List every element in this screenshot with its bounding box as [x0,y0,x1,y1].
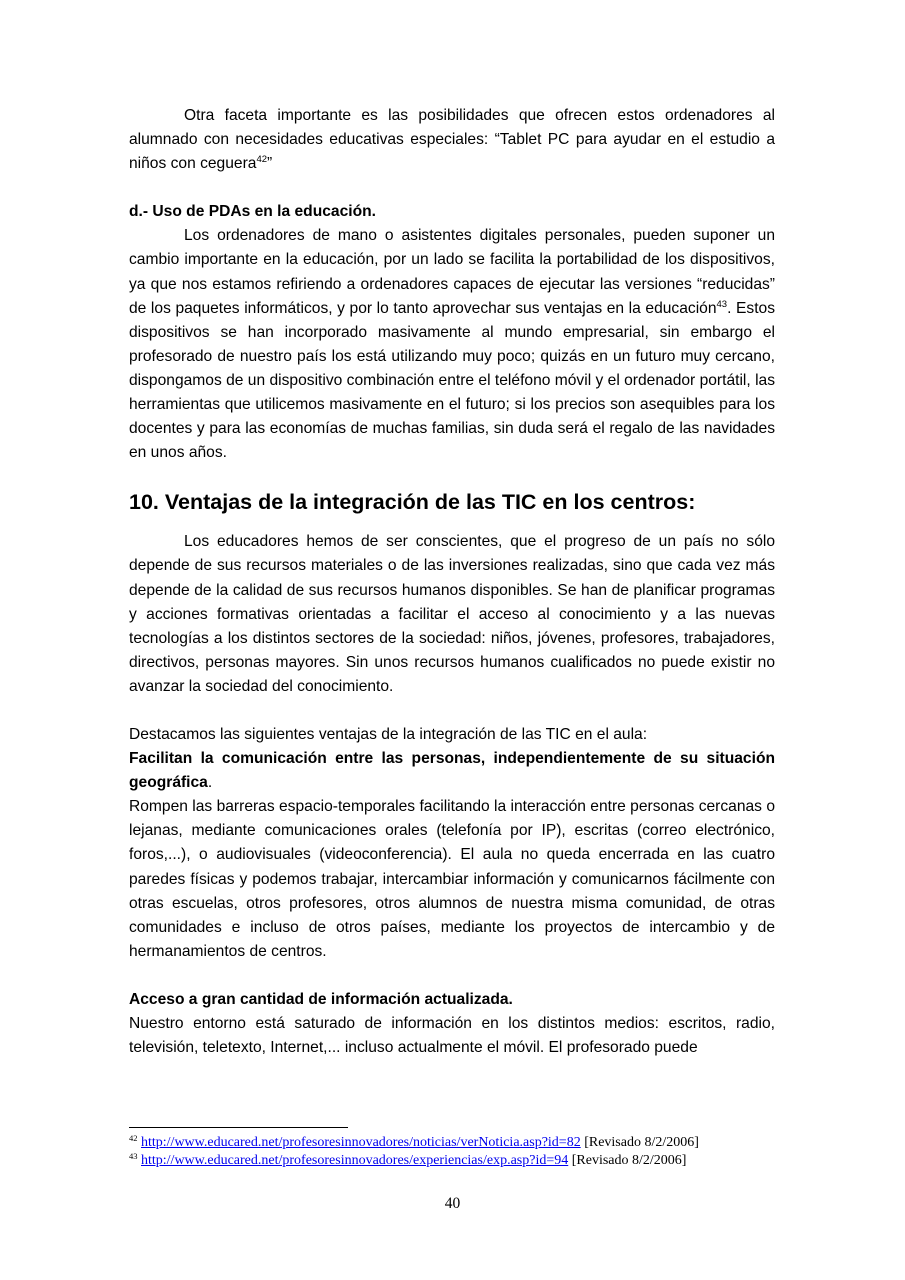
paragraph-text: Otra faceta importante es las posibilidades que ofrecen estos ordenadores al alumnado con necesidades educativas especiales: “Tablet PC para ayudar en el estudio a niños con ceguera [129,107,775,173]
document-body [129,104,775,1060]
paragraph-text: . Estos dispositivos se han incorporado masivamente al mundo empresarial, sin embargo el profesorado de nuestro país los está utilizando muy poco; quizás en un futuro muy cercano, dispongamos de un dispositivo combinación entre el teléfono móvil y el ordenador portátil, las herramientas que utilicemos masivamente en el futuro; si los precios son asequibles para los docentes y para las economías de muchas familias, sin duda será el regalo de las navidades en unos años. [129,299,775,462]
footnotes [129,1127,789,1170]
footnote-note: [Revisado 8/2/2006] [568,1153,687,1168]
paragraph-tablet-pc [129,104,775,176]
advantage-information-text: Nuestro entorno está saturado de información en los distintos medios: escritos, radio, televisión, teletexto, Internet,... incluso actualmente el móvil. El profesorado puede [129,1015,775,1057]
footnote-number: 43 [129,1151,138,1161]
page-number: 40 [444,1195,461,1212]
bold-title: Acceso a gran cantidad de información actualizada. [129,990,513,1008]
footnote-42 [129,1134,789,1152]
footnote-link[interactable]: http://www.educared.net/profesoresinnovadores/noticias/verNoticia.asp?id=82 [141,1135,581,1150]
advantage-information-title [129,988,775,1012]
footnote-43 [129,1152,789,1170]
footnote-separator [129,1127,348,1128]
advantage-communication-text: Rompen las barreras espacio-temporales facilitando la interacción entre personas cercanas o lejanas, mediante comunicaciones orales (telefonía por IP), escritas (correo electrónico, foros,...), o audiovisuales (videoconferencia). El aula no queda encerrada en las cuatro paredes físicas y podemos trabajar, intercambiar información y comunicarnos fácilmente con otras escuelas, otros profesores, otros alumnos de nuestra misma comunidad, de otras comunidades e incluso de otros países, mediante los proyectos de intercambio y de hermanamientos de centros. [129,798,775,960]
paragraph-text: Los ordenadores de mano o asistentes digitales personales, pueden suponer un cambio importante en la educación, por un lado se facilita la portabilidad de los dispositivos, ya que nos estamos refiriendo a ordenadores capaces de ejecutar las versiones “reducidas” de los paquetes informáticos, y por lo tanto aprovechar sus ventajas en la educación [129,227,775,317]
title-period: . [207,774,213,792]
paragraph-educadores: Los educadores hemos de ser conscientes, que el progreso de un país no sólo depende de sus recursos materiales o de las inversiones realizadas, sino que cada vez más depende de la calidad de sus recursos humanos disponibles. Se han de planificar programas y acciones formativas orientadas a facilitar el acceso al conocimiento y a las nuevas tecnologías a los distintos sectores de la sociedad: niños, jóvenes, profesores, trabajadores, directivos, personas mayores. Sin unos recursos humanos cualificados no puede existir no avanzar la sociedad del conocimiento. [129,533,775,695]
footnote-note: [Revisado 8/2/2006] [580,1135,699,1150]
footnote-number: 42 [129,1133,138,1143]
subheading-pdas: d.- Uso de PDAs en la educación. [129,203,376,221]
bold-title: Facilitan la comunicación entre las personas, independientemente de su situación geográfica [129,750,775,792]
footnote-ref-42[interactable]: 42 [256,154,268,166]
footnote-link[interactable]: http://www.educared.net/profesoresinnovadores/experiencias/exp.asp?id=94 [141,1153,569,1168]
paragraph-pdas [129,224,775,465]
section-title: 10. Ventajas de la integración de las TIC en los centros: [129,490,696,515]
paragraph-text: ” [267,155,273,173]
paragraph-ventajas-intro: Destacamos las siguientes ventajas de la integración de las TIC en el aula: [129,725,648,743]
footnote-ref-43[interactable]: 43 [716,298,728,310]
advantage-communication-title [129,747,775,795]
